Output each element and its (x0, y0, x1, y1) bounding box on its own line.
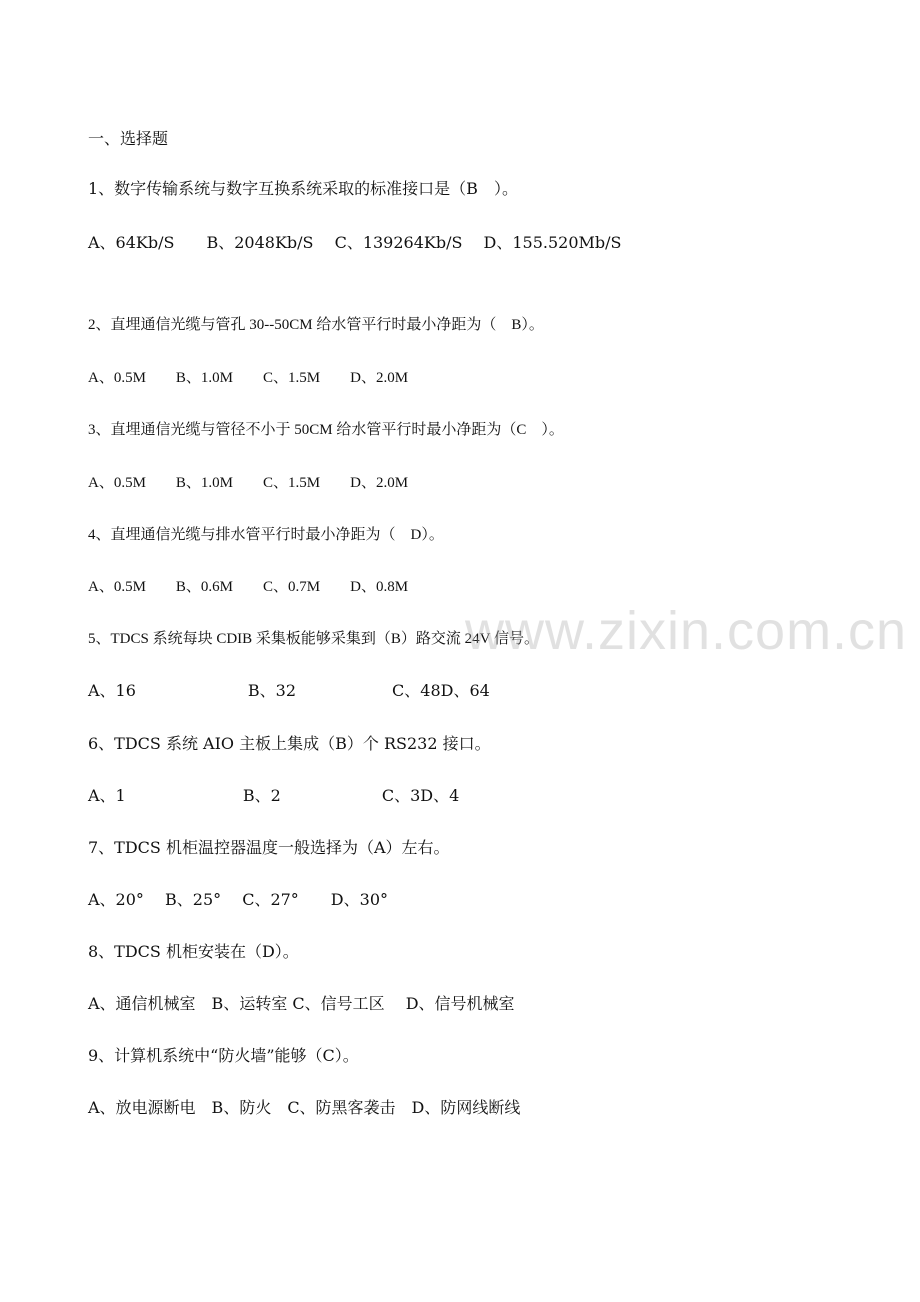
question-8: 8、TDCS 机柜安装在（D）。 (88, 942, 299, 961)
question-5: 5、TDCS 系统每块 CDIB 采集板能够采集到（B）路交流 24V 信号。 (88, 631, 539, 647)
question-9: 9、计算机系统中“防火墙”能够（C）。 (88, 1046, 359, 1065)
watermark: www.zixin.com.cn (465, 601, 908, 661)
section-title: 一、选择题 (88, 129, 169, 148)
question-6: 6、TDCS 系统 AIO 主板上集成（B）个 RS232 接口。 (88, 734, 491, 753)
question-7-options: A、20° B、25° C、27° D、30° (88, 890, 388, 909)
question-7: 7、TDCS 机柜温控器温度一般选择为（A）左右。 (88, 838, 450, 857)
question-1-options: A、64Kb/S B、2048Kb/S C、139264Kb/S D、155.520Mb/S (88, 233, 622, 252)
question-6-options: A、1 B、2 C、3D、4 (88, 786, 460, 805)
question-3: 3、直埋通信光缆与管径不小于 50CM 给水管平行时最小净距为（C ）。 (88, 422, 564, 438)
question-4-options: A、0.5M B、0.6M C、0.7M D、0.8M (88, 579, 409, 595)
question-9-options: A、放电源断电 B、防火 C、防黑客袭击 D、防网线断线 (88, 1098, 521, 1117)
question-5-options: A、16 B、32 C、48D、64 (88, 681, 490, 700)
question-1: 1、数字传输系统与数字互换系统采取的标准接口是（B ）。 (88, 179, 518, 198)
question-8-options: A、通信机械室 B、运转室 C、信号工区 D、信号机械室 (88, 994, 515, 1013)
question-2: 2、直埋通信光缆与管孔 30--50CM 给水管平行时最小净距为（ B）。 (88, 317, 544, 333)
question-3-options: A、0.5M B、1.0M C、1.5M D、2.0M (88, 475, 409, 491)
question-2-options: A、0.5M B、1.0M C、1.5M D、2.0M (88, 370, 409, 386)
question-4: 4、直埋通信光缆与排水管平行时最小净距为（ D）。 (88, 527, 444, 543)
